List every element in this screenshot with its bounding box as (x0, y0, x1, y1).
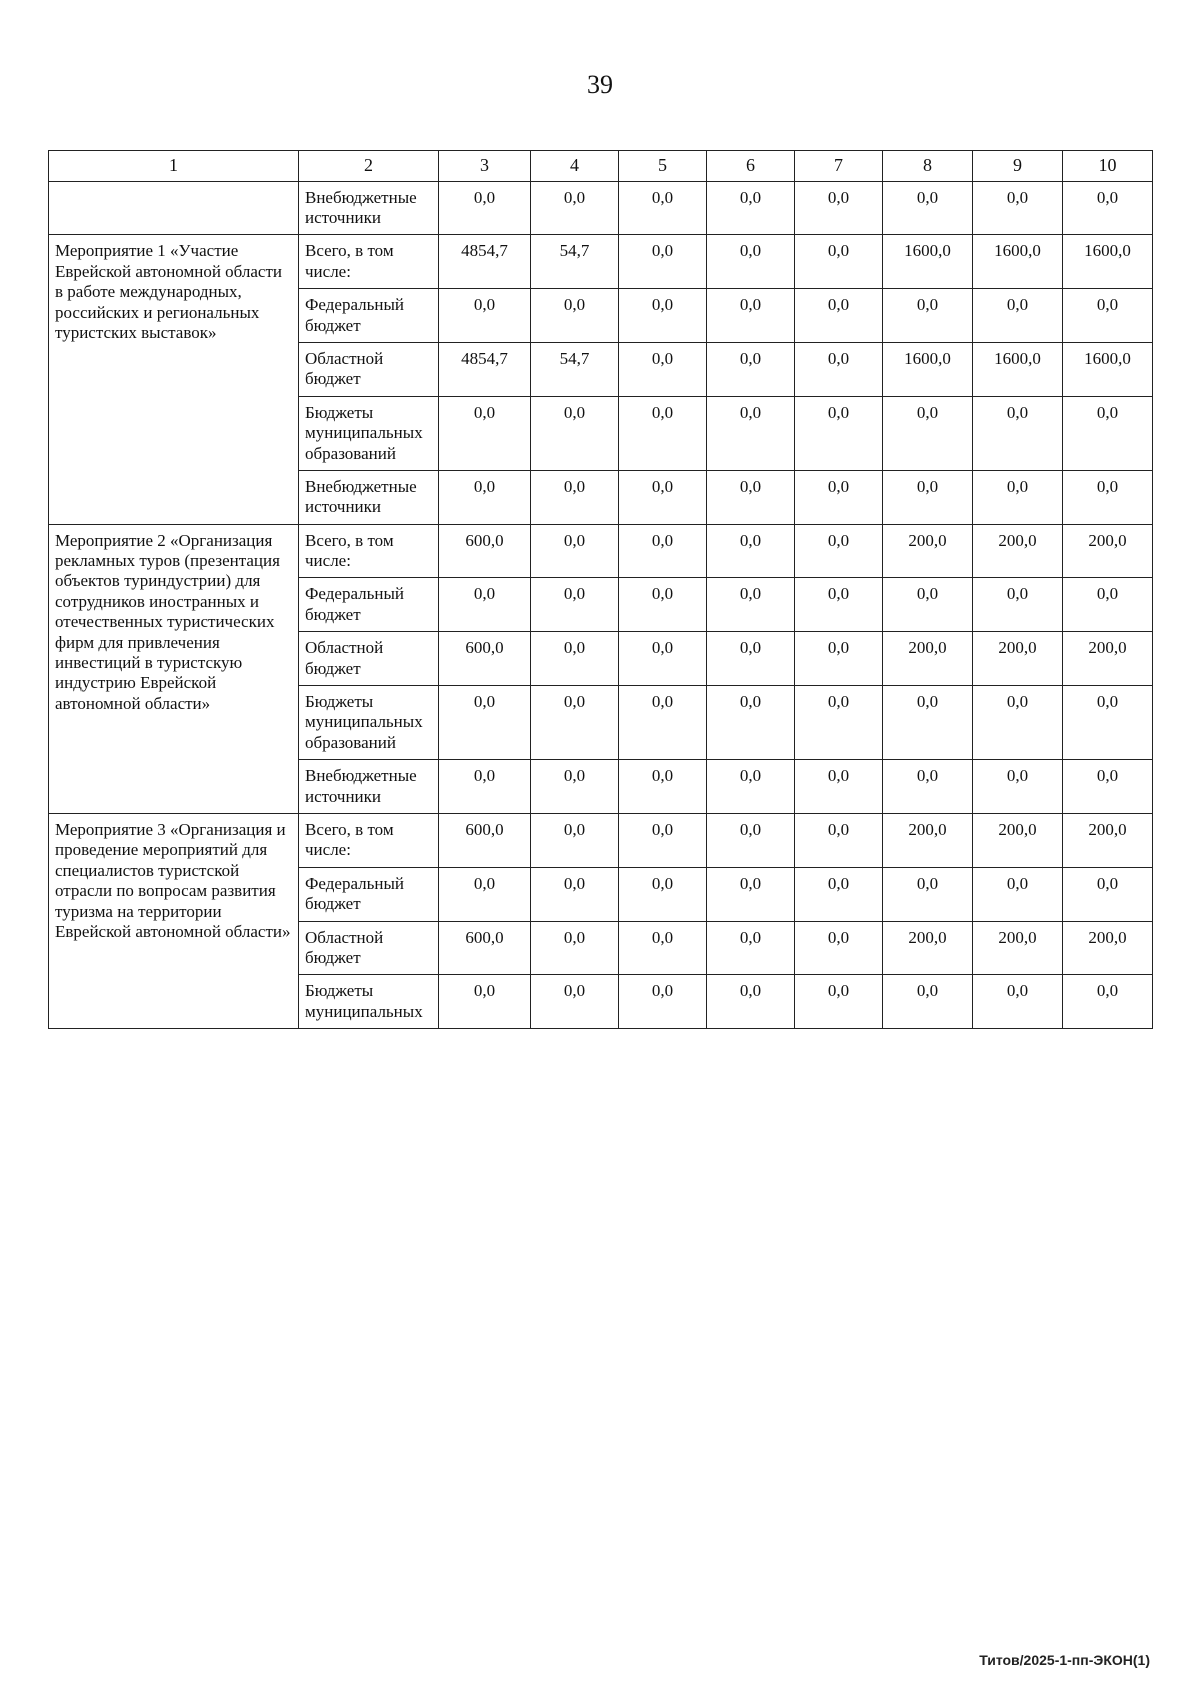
value-cell: 200,0 (973, 524, 1063, 578)
value-cell: 0,0 (707, 235, 795, 289)
value-cell: 0,0 (531, 686, 619, 760)
funding-source-cell: Всего, в том числе: (299, 235, 439, 289)
event-cell: Мероприятие 2 «Организация рекламных туров (презентация объектов туриндустрии) для сотрудников иностранных и отечественных туристических фирм для привлечения инвестиций в туристскую индустрию Еврейской автономной области» (49, 524, 299, 813)
value-cell: 0,0 (531, 867, 619, 921)
column-header: 8 (883, 151, 973, 182)
value-cell: 0,0 (707, 470, 795, 524)
value-cell: 0,0 (1063, 867, 1153, 921)
value-cell: 4854,7 (439, 235, 531, 289)
value-cell: 0,0 (531, 524, 619, 578)
value-cell: 0,0 (795, 342, 883, 396)
page-number: 39 (587, 70, 613, 99)
value-cell: 0,0 (531, 289, 619, 343)
value-cell: 0,0 (883, 760, 973, 814)
value-cell: 0,0 (795, 524, 883, 578)
document-code: Титов/2025-1-пп-ЭКОН(1) (979, 1652, 1150, 1668)
value-cell: 0,0 (439, 181, 531, 235)
value-cell: 0,0 (795, 813, 883, 867)
value-cell: 0,0 (707, 867, 795, 921)
value-cell: 0,0 (619, 813, 707, 867)
table-row (49, 524, 1153, 578)
value-cell: 600,0 (439, 921, 531, 975)
column-header: 6 (707, 151, 795, 182)
value-cell: 1600,0 (1063, 235, 1153, 289)
value-cell: 0,0 (531, 181, 619, 235)
value-cell: 0,0 (707, 760, 795, 814)
value-cell: 600,0 (439, 524, 531, 578)
value-cell: 1600,0 (973, 235, 1063, 289)
event-cell: Мероприятие 3 «Организация и проведение мероприятий для специалистов туристской отрасли по вопросам развития туризма на территории Еврейской автономной области» (49, 813, 299, 1028)
value-cell: 0,0 (1063, 686, 1153, 760)
value-cell: 0,0 (531, 921, 619, 975)
value-cell: 0,0 (619, 524, 707, 578)
value-cell: 0,0 (619, 235, 707, 289)
value-cell: 0,0 (707, 289, 795, 343)
value-cell: 200,0 (883, 632, 973, 686)
value-cell: 0,0 (973, 760, 1063, 814)
header-row (49, 151, 1153, 182)
value-cell: 0,0 (619, 921, 707, 975)
value-cell: 0,0 (707, 632, 795, 686)
value-cell: 0,0 (619, 686, 707, 760)
value-cell: 600,0 (439, 813, 531, 867)
value-cell: 0,0 (883, 289, 973, 343)
value-cell: 0,0 (1063, 396, 1153, 470)
funding-source-cell: Федеральный бюджет (299, 289, 439, 343)
budget-table (48, 150, 1153, 1029)
value-cell: 1600,0 (883, 235, 973, 289)
value-cell: 54,7 (531, 235, 619, 289)
value-cell: 200,0 (973, 921, 1063, 975)
value-cell: 0,0 (619, 396, 707, 470)
value-cell: 0,0 (619, 760, 707, 814)
column-header: 3 (439, 151, 531, 182)
column-header: 9 (973, 151, 1063, 182)
value-cell: 1600,0 (973, 342, 1063, 396)
column-header: 4 (531, 151, 619, 182)
value-cell: 0,0 (619, 289, 707, 343)
value-cell: 0,0 (795, 181, 883, 235)
funding-source-cell: Внебюджетные источники (299, 760, 439, 814)
column-header: 5 (619, 151, 707, 182)
funding-source-cell: Бюджеты муниципальных образований (299, 686, 439, 760)
value-cell: 0,0 (883, 975, 973, 1029)
value-cell: 0,0 (973, 396, 1063, 470)
value-cell: 0,0 (707, 396, 795, 470)
funding-source-cell: Областной бюджет (299, 921, 439, 975)
value-cell: 0,0 (707, 686, 795, 760)
table-row (49, 181, 1153, 235)
value-cell: 0,0 (883, 181, 973, 235)
funding-source-cell: Бюджеты муниципальных образований (299, 396, 439, 470)
value-cell: 0,0 (531, 975, 619, 1029)
value-cell: 0,0 (619, 342, 707, 396)
value-cell: 0,0 (883, 396, 973, 470)
value-cell: 200,0 (1063, 921, 1153, 975)
value-cell: 0,0 (619, 578, 707, 632)
value-cell: 0,0 (439, 470, 531, 524)
value-cell: 0,0 (973, 289, 1063, 343)
value-cell: 0,0 (883, 578, 973, 632)
table-row (49, 813, 1153, 867)
value-cell: 200,0 (1063, 813, 1153, 867)
value-cell: 0,0 (439, 578, 531, 632)
funding-source-cell: Бюджеты муниципальных (299, 975, 439, 1029)
value-cell: 0,0 (973, 686, 1063, 760)
value-cell: 200,0 (883, 921, 973, 975)
value-cell: 1600,0 (1063, 342, 1153, 396)
value-cell: 0,0 (531, 578, 619, 632)
value-cell: 0,0 (795, 760, 883, 814)
table-body (49, 181, 1153, 1029)
value-cell: 0,0 (1063, 470, 1153, 524)
column-header: 10 (1063, 151, 1153, 182)
value-cell: 0,0 (707, 921, 795, 975)
value-cell: 0,0 (883, 470, 973, 524)
value-cell: 0,0 (973, 867, 1063, 921)
funding-source-cell: Федеральный бюджет (299, 867, 439, 921)
value-cell: 0,0 (619, 181, 707, 235)
funding-source-cell: Внебюджетные источники (299, 181, 439, 235)
value-cell: 0,0 (795, 470, 883, 524)
value-cell: 0,0 (1063, 578, 1153, 632)
value-cell: 0,0 (619, 470, 707, 524)
value-cell: 0,0 (707, 813, 795, 867)
funding-source-cell: Внебюджетные источники (299, 470, 439, 524)
value-cell: 200,0 (1063, 632, 1153, 686)
table-row (49, 235, 1153, 289)
value-cell: 0,0 (531, 632, 619, 686)
value-cell: 0,0 (973, 181, 1063, 235)
value-cell: 0,0 (707, 524, 795, 578)
value-cell: 0,0 (439, 867, 531, 921)
value-cell: 0,0 (795, 921, 883, 975)
value-cell: 0,0 (973, 470, 1063, 524)
value-cell: 0,0 (707, 975, 795, 1029)
funding-source-cell: Всего, в том числе: (299, 524, 439, 578)
value-cell: 0,0 (795, 578, 883, 632)
value-cell: 0,0 (619, 867, 707, 921)
value-cell: 0,0 (1063, 760, 1153, 814)
value-cell: 200,0 (973, 632, 1063, 686)
value-cell: 0,0 (439, 686, 531, 760)
value-cell: 0,0 (439, 289, 531, 343)
value-cell: 0,0 (439, 760, 531, 814)
value-cell: 0,0 (707, 578, 795, 632)
value-cell: 0,0 (795, 235, 883, 289)
value-cell: 0,0 (795, 632, 883, 686)
funding-source-cell: Областной бюджет (299, 632, 439, 686)
column-header: 7 (795, 151, 883, 182)
value-cell: 0,0 (439, 396, 531, 470)
value-cell: 200,0 (883, 813, 973, 867)
value-cell: 0,0 (883, 867, 973, 921)
value-cell: 0,0 (883, 686, 973, 760)
value-cell: 0,0 (707, 181, 795, 235)
funding-source-cell: Федеральный бюджет (299, 578, 439, 632)
value-cell: 0,0 (1063, 181, 1153, 235)
funding-source-cell: Областной бюджет (299, 342, 439, 396)
value-cell: 600,0 (439, 632, 531, 686)
table-header (49, 151, 1153, 182)
value-cell: 0,0 (795, 867, 883, 921)
value-cell: 0,0 (795, 975, 883, 1029)
value-cell: 0,0 (973, 975, 1063, 1029)
value-cell: 200,0 (1063, 524, 1153, 578)
value-cell: 0,0 (1063, 289, 1153, 343)
value-cell: 0,0 (439, 975, 531, 1029)
value-cell: 0,0 (795, 289, 883, 343)
value-cell: 0,0 (531, 760, 619, 814)
value-cell: 0,0 (619, 975, 707, 1029)
value-cell: 200,0 (973, 813, 1063, 867)
value-cell: 0,0 (531, 396, 619, 470)
value-cell: 200,0 (883, 524, 973, 578)
value-cell: 1600,0 (883, 342, 973, 396)
event-cell: Мероприятие 1 «Участие Еврейской автономной области в работе международных, российских и региональных туристских выставок» (49, 235, 299, 524)
value-cell: 0,0 (795, 396, 883, 470)
column-header: 2 (299, 151, 439, 182)
value-cell: 4854,7 (439, 342, 531, 396)
value-cell: 0,0 (619, 632, 707, 686)
value-cell: 0,0 (531, 470, 619, 524)
value-cell: 0,0 (531, 813, 619, 867)
value-cell: 0,0 (973, 578, 1063, 632)
value-cell: 0,0 (1063, 975, 1153, 1029)
value-cell: 54,7 (531, 342, 619, 396)
funding-source-cell: Всего, в том числе: (299, 813, 439, 867)
value-cell: 0,0 (795, 686, 883, 760)
column-header: 1 (49, 151, 299, 182)
value-cell: 0,0 (707, 342, 795, 396)
event-cell (49, 181, 299, 235)
